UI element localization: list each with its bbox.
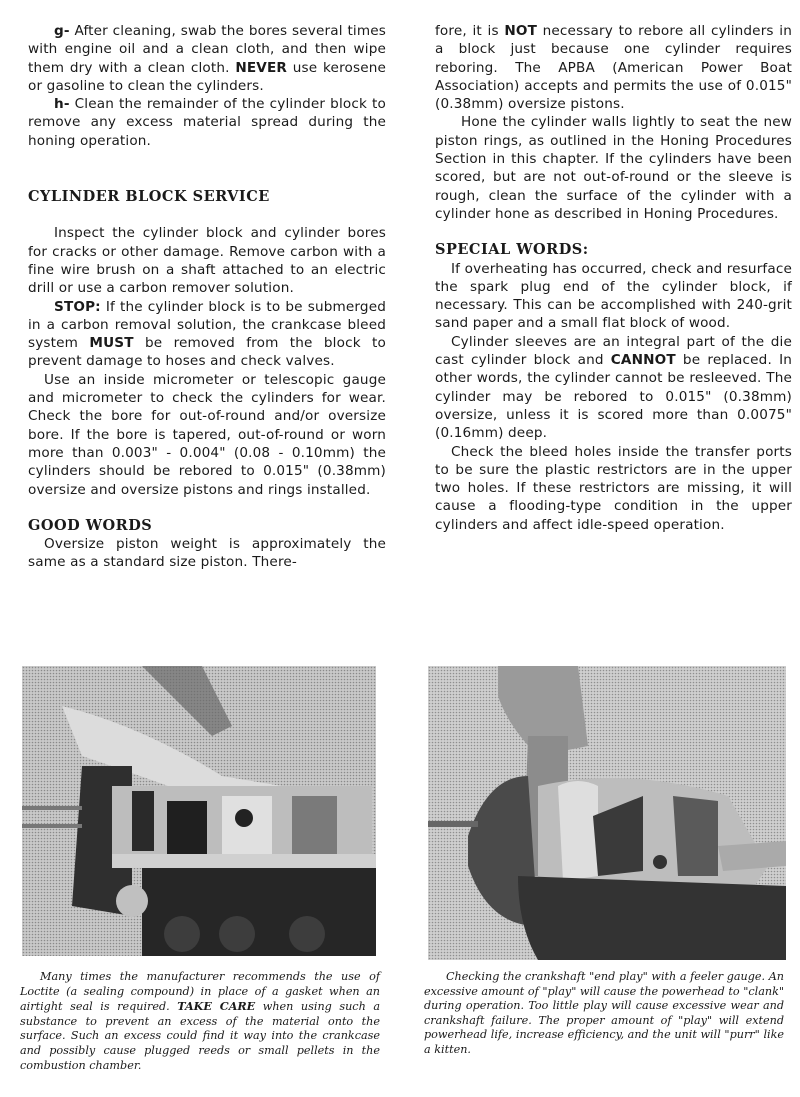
- caption-text: when using such a substance to prevent an excess of the material onto the surface. Such an excess could find it way into the crankcase and possibly cause plugged reeds or small pellets in the combustion chamber.: [20, 1000, 381, 1072]
- paragraph-text: If the cylinder block is to be submerged in a carbon removal solution, the crankcase bleed system: [28, 298, 386, 352]
- paragraph-text: be removed from the block to prevent damage to hoses and check valves.: [28, 335, 386, 370]
- emphasis-cannot: CANNOT: [610, 352, 676, 369]
- left-column: [28, 22, 386, 572]
- paragraph-text: be replaced. In other words, the cylinder cannot be resleeved. The cylinder may be rebored to 0.015" (0.38mm) oversize, unless it is scored more than 0.0075" (0.16mm) deep.: [435, 352, 792, 442]
- paragraph-inspect: Inspect the cylinder block and cylinder bores for cracks or other damage. Remove carbon with a fine wire brush on a shaft attached to an electric drill or use a carbon remover solution.: [28, 225, 386, 297]
- paragraph-bleed: Check the bleed holes inside the transfer ports to be sure the plastic restrictors are in the upper two holes. If these restrictors are missing, it will cause a flooding-type condition in the upper cylinders and affect idle-speed operation.: [435, 443, 792, 533]
- step-label-g: g-: [54, 23, 70, 39]
- caption-text: Many times the manufacturer recommends the use of Loctite (a sealing compound) in place of a gasket when an airtight seal is required.: [20, 970, 380, 1014]
- heading-cylinder-block-service: CYLINDER BLOCK SERVICE: [28, 188, 270, 206]
- paragraph-text: Clean the remainder of the cylinder block to remove any excess material spread during the honing operation.: [28, 96, 386, 149]
- paragraph-h: [28, 95, 386, 150]
- paragraph-overheating: If overheating has occurred, check and resurface the spark plug end of the cylinder block, if necessary. This can be accomplished with 240-grit sand paper and a small flat block of wood.: [435, 260, 792, 332]
- paragraph-text: fore, it is: [435, 23, 505, 39]
- step-label-h: h-: [54, 96, 70, 113]
- heading-special-words: SPECIAL WORDS:: [435, 241, 589, 259]
- figure-photo-loctite: [22, 666, 376, 956]
- emphasis-not: NOT: [504, 23, 537, 39]
- paragraph-micrometer: Use an inside micrometer or telescopic gauge and micrometer to check the cylinders for wear. Check the bore for out-of-round and/or oversize bore. If the bore is tapered, out-of-round or worn more than 0.003" - 0.004" (0.08 - 0.10mm) the cylinders should be rebored to 0.015" (0.38mm) oversize and oversize pistons and rings installed.: [28, 371, 386, 498]
- paragraph-sleeves: [435, 333, 792, 443]
- figure-caption-loctite: [20, 970, 380, 1073]
- emphasis-take-care: TAKE CARE: [177, 999, 256, 1014]
- heading-good-words: GOOD WORDS: [28, 516, 153, 534]
- paragraph-text: use kerosene or gasoline to clean the cylinders.: [28, 59, 387, 94]
- right-column: [435, 22, 792, 534]
- stop-label: STOP:: [54, 298, 101, 315]
- paragraph-text: After cleaning, swab the bores several times with engine oil and a clean cloth, and then wipe them dry with a clean cloth.: [28, 23, 386, 76]
- photo-crankshaft-image: [428, 666, 786, 960]
- paragraph-text: necessary to rebore all cylinders in a block just because one cylinder requires reboring. The APBA (American Power Boat Association) accepts and permits the use of 0.015" (0.38mm) oversize pistons.: [435, 23, 792, 113]
- emphasis-must: MUST: [89, 335, 134, 352]
- paragraph-stop: [28, 298, 386, 371]
- paragraph-fore: [435, 22, 792, 113]
- paragraph-oversize: Oversize piston weight is approximately the same as a standard size piston. There-: [28, 536, 386, 571]
- figure-photo-crankshaft: [428, 666, 786, 960]
- photo-engine-block-image: [22, 666, 376, 956]
- figure-caption-crankshaft: Checking the crankshaft "end play" with a feeler gauge. An excessive amount of "play" will cause the powerhead to "clank" during operation. Too little play will cause excessive wear and crankshaft failure. The proper amount of "play" will extend powerhead life, increase efficiency, and the unit will "purr" like a kitten.: [424, 970, 784, 1056]
- paragraph-hone: Hone the cylinder walls lightly to seat the new piston rings, as outlined in the Honing Procedures Section in this chapter. If the cylinders have been scored, but are not out-of-round or the sleeve is rough, clean the surface of the cylinder with a cylinder hone as described in Honing Procedures.: [435, 114, 792, 222]
- emphasis-never: NEVER: [235, 59, 288, 76]
- paragraph-text: Cylinder sleeves are an integral part of the die cast cylinder block and: [435, 333, 792, 369]
- paragraph-g: [28, 22, 386, 95]
